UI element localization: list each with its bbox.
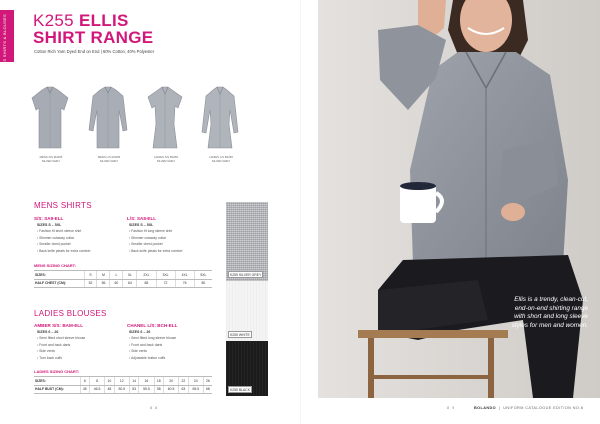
swatch-label: K255 BLACK [230,387,250,392]
table-cell: 46.5 [90,385,105,394]
table-cell: L [110,271,123,280]
ladies-long-sleeve-blouse-image [200,84,240,152]
table-cell: 52 [84,279,97,288]
feature-item: • Smaller chest pocket [129,241,182,248]
table-cell: 68 [137,279,156,288]
table-cell: 24 [188,377,203,386]
feature-item: • Fashion fit long sleeve shirt [129,228,182,235]
feature-item: • Back knife pleats for extra comfort [37,248,90,255]
quote-line: Ellis is a trendy, clean-cut, [514,296,588,303]
quote-line: end-on-end shirting range [514,304,588,312]
mens-ss-sizes: SIZES S – 5XL [37,223,62,227]
feature-item: • Adjustable button cuffs [129,355,176,362]
table-row [34,271,212,280]
table-cell: 56 [97,279,110,288]
chest-label: HALF CHEST (CM): [34,279,84,288]
mens-short-sleeve-shirt-image [30,84,70,152]
product-mens-ls [88,84,130,163]
product-caption: LADIES S/S B4255 SILVER GREY [153,155,179,163]
table-cell: 14 [129,377,139,386]
mens-ss-features [37,228,90,254]
table-cell: 50.5 [114,385,129,394]
feature-item: • Slimmer cutaway collar [129,235,182,242]
feature-item: • Slimmer cutaway collar [37,235,90,242]
swatch-label: K255 SILVER GREY [230,272,262,277]
product-ladies-ls [200,84,242,163]
table-cell: 26 [203,377,212,386]
table-cell: 12 [114,377,129,386]
table-cell: 76 [175,279,194,288]
swatch-label: K255 WHITE [230,332,250,337]
mens-ls-sizes: SIZES S – 5XL [129,223,154,227]
product-caption: LADIES L/S B4256 SILVER GREY [209,155,233,163]
table-cell: M [97,271,110,280]
feature-item: • Side vents [129,348,176,355]
ladies-ss-code: AMBER S/S: BAM-ELL [34,323,83,328]
side-tab-label: MENS SHIRTS & BLOUSES [2,14,7,72]
table-cell: 64 [123,279,137,288]
ladies-ls-features [129,335,176,361]
feature-item: • Smaller chest pocket [37,241,90,248]
table-cell: 72 [156,279,175,288]
mens-sizing-table [34,270,212,288]
table-cell: 10 [105,377,115,386]
feature-item: • Semi fitted long sleeve blouse [129,335,176,342]
footer-separator: | [497,406,502,410]
mens-ss-code: S/S: SA9-ELL [34,216,64,221]
table-cell: 20 [164,377,179,386]
section-side-tab [0,10,14,72]
page-number-right: 8 9 [447,406,456,410]
table-cell: 60.5 [164,385,179,394]
mens-ls-code: L/S: SA8-ELL [127,216,157,221]
feature-item: • Front and back darts [37,342,85,349]
swatch-silver-grey [226,202,268,281]
table-cell: 45 [80,385,90,394]
swatch-white [226,281,268,341]
model-illustration [318,0,600,398]
table-row [34,279,212,288]
table-cell: 6 [80,377,90,386]
product-caption: MENS L/S M4256 SILVER GREY [97,155,121,163]
ladies-sizing-chart-title: LADIES SIZING CHART: [34,369,80,374]
table-cell: 2XL [137,271,156,280]
table-cell: 55.5 [139,385,154,394]
mens-sizing-chart-title: MENS SIZING CHART: [34,263,76,268]
mens-ls-features [129,228,182,254]
page-number-left: 8 8 [150,406,159,410]
ladies-ls-code: CHANEL L/S: BCH-ELL [127,323,178,328]
product-row [28,84,238,179]
table-cell: 4XL [175,271,194,280]
feature-item: • Side vents [37,348,85,355]
ladies-ls-sizes: SIZES 6 – 26 [129,330,151,334]
feature-item: • Turn back cuffs [37,355,85,362]
ladies-heading: LADIES BLOUSES [34,309,107,318]
table-row [34,377,212,386]
swatch-black [226,341,268,396]
page-title [33,12,129,29]
brand-name: BOLANDO [474,406,496,410]
table-cell: 48 [105,385,115,394]
ladies-sizing-table [34,376,212,394]
quote-line: styles for men and women. [511,321,588,329]
model-photo [318,0,600,398]
table-cell: 8 [90,377,105,386]
catalogue-edition: UNIFORM CATALOGUE EDITION NO.8 [503,406,584,410]
footer-brand [474,406,583,410]
title-line1: ELLIS [78,11,129,30]
ladies-ss-features [37,335,85,361]
table-cell: 3XL [156,271,175,280]
product-mens-ss [30,84,72,163]
mens-heading: MENS SHIRTS [34,201,92,210]
mens-long-sleeve-shirt-image [88,84,128,152]
table-cell: 63 [179,385,189,394]
feature-item: • Front and back darts [129,342,176,349]
fabric-subtitle: Cotton Rich Yarn Dyed End on End | 60% Cotton, 40% Polyester [34,49,155,54]
ladies-short-sleeve-blouse-image [145,84,185,152]
table-cell: XL [123,271,137,280]
quote-line: with short and long sleeve [514,313,588,321]
table-cell: 22 [179,377,189,386]
title-code: K255 [33,11,74,30]
feature-item: • Semi fitted short sleeve blouse [37,335,85,342]
table-cell: S [84,271,97,280]
table-cell: 68 [203,385,212,394]
feature-item: • Back knife pleats for extra comfort [129,248,182,255]
table-cell: 18 [154,377,164,386]
bust-label: HALF BUST (CM): [34,385,80,394]
table-cell: 60 [110,279,123,288]
title-line2: SHIRT RANGE [33,28,154,47]
table-cell: 58 [154,385,164,394]
table-cell: 80 [194,279,212,288]
feature-item: • Fashion fit short sleeve shirt [37,228,90,235]
page-gutter [300,0,301,424]
table-cell: 53 [129,385,139,394]
table-row [34,385,212,394]
product-ladies-ss [145,84,187,163]
table-cell: 65.5 [188,385,203,394]
table-cell: 5XL [194,271,212,280]
size-label: SIZES: [34,271,84,280]
ladies-ss-sizes: SIZES 6 – 26 [37,330,59,334]
product-caption: MENS S/S M4255 SILVER GREY [39,155,63,163]
tagline-quote [478,296,588,330]
table-cell: 16 [139,377,154,386]
size-label: SIZES: [34,377,80,386]
